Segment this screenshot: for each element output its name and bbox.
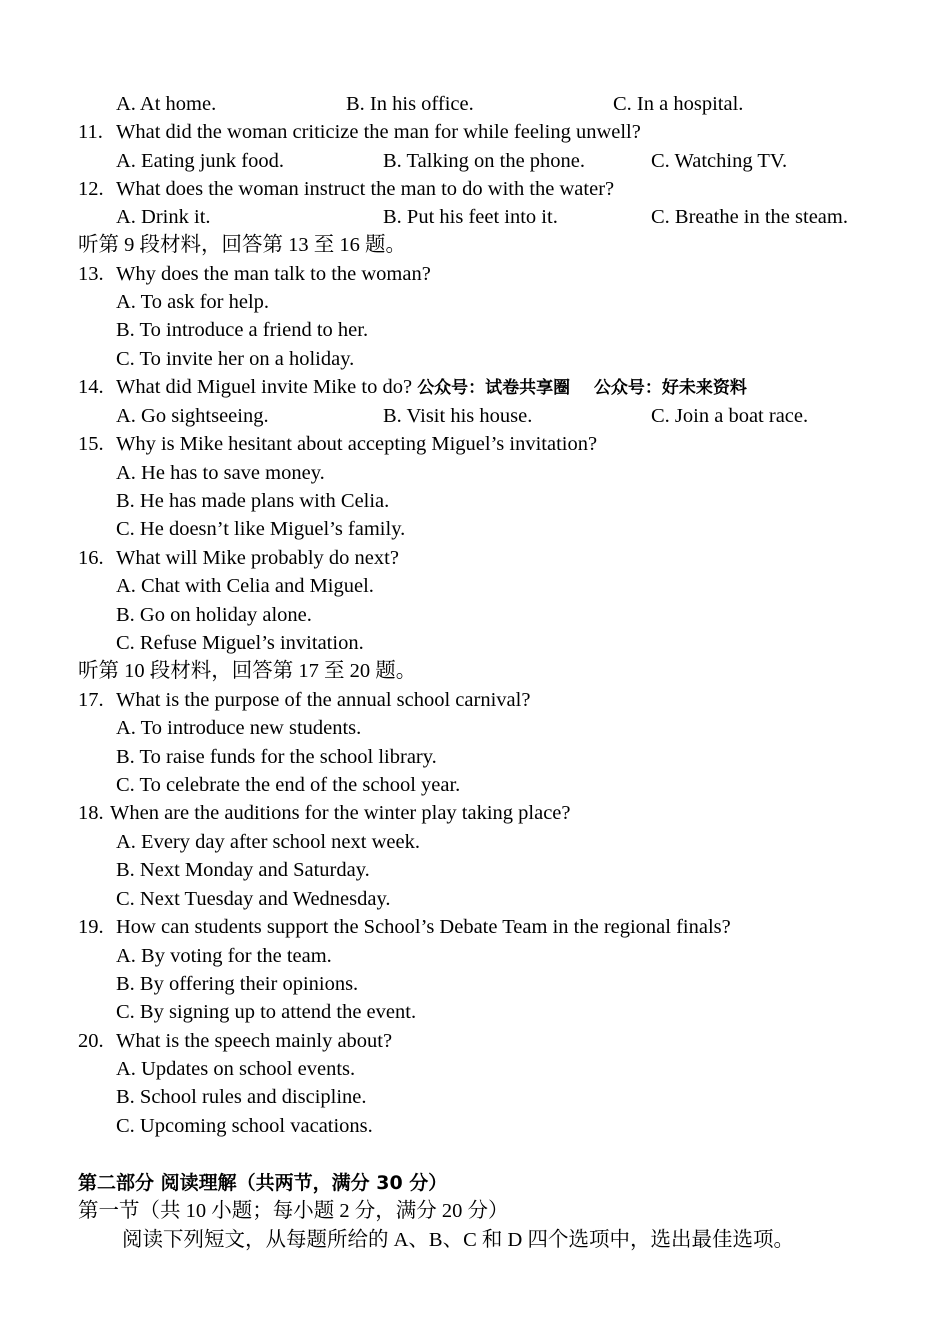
question-text: What did the woman criticize the man for while feeling unwell? [116,121,641,143]
q12-option-c: C. Breathe in the steam. [651,206,848,228]
q17-option-b: B. To raise funds for the school library. [116,746,437,768]
question-text: Why is Mike hesitant about accepting Miguel’s invitation? [116,433,598,455]
q15-option-b: B. He has made plans with Celia. [116,490,390,512]
question-text: What is the speech mainly about? [116,1030,393,1052]
question-17 [78,686,530,714]
q13-option-c: C. To invite her on a holiday. [116,348,355,370]
question-text: What will Mike probably do next? [116,547,399,569]
q10-option-c: C. In a hospital. [613,93,744,115]
q18-option-c: C. Next Tuesday and Wednesday. [116,888,391,910]
question-15 [78,430,597,458]
question-number: 18. [78,802,104,824]
question-14 [78,373,747,401]
watermark-text: 公众号：试卷共享圈 公众号：好未来资料 [417,378,747,398]
q19-option-b: B. By offering their opinions. [116,973,359,995]
q19-option-c: C. By signing up to attend the event. [116,1001,417,1023]
question-11 [78,118,641,146]
question-text: What is the purpose of the annual school carnival? [116,689,531,711]
q10-option-b: B. In his office. [346,93,474,115]
question-number: 11. [78,121,103,143]
question-18 [78,799,571,827]
q16-option-b: B. Go on holiday alone. [116,604,312,626]
q11-option-c: C. Watching TV. [651,150,788,172]
question-text: Why does the man talk to the woman? [116,263,431,285]
question-number: 17. [78,689,104,711]
section-9-instruction: 听第 9 段材料，回答第 13 至 16 题。 [78,234,406,256]
q13-option-a: A. To ask for help. [116,291,270,313]
q19-option-a: A. By voting for the team. [116,945,332,967]
question-text: How can students support the School’s Debate Team in the regional finals? [116,916,731,938]
section-10-instruction: 听第 10 段材料，回答第 17 至 20 题。 [78,660,417,682]
question-19 [78,913,731,941]
question-number: 19. [78,916,104,938]
question-12 [78,175,614,203]
q12-option-a: A. Drink it. [116,206,211,228]
q17-option-c: C. To celebrate the end of the school year. [116,774,461,796]
question-number: 13. [78,263,104,285]
q20-option-c: C. Upcoming school vacations. [116,1115,373,1137]
q15-option-a: A. He has to save money. [116,462,325,484]
question-20 [78,1027,392,1055]
question-number: 12. [78,178,104,200]
question-number: 16. [78,547,104,569]
q20-option-b: B. School rules and discipline. [116,1086,367,1108]
q16-option-c: C. Refuse Miguel’s invitation. [116,632,364,654]
q15-option-c: C. He doesn’t like Miguel’s family. [116,518,406,540]
question-text: When are the auditions for the winter play taking place? [110,802,571,824]
q10-option-a: A. At home. [116,93,217,115]
q11-option-a: A. Eating junk food. [116,150,284,172]
question-13 [78,260,431,288]
q14-option-a: A. Go sightseeing. [116,405,269,427]
q12-option-b: B. Put his feet into it. [383,206,558,228]
part-2-section-1-heading: 第一节（共 10 小题；每小题 2 分，满分 20 分） [78,1200,509,1222]
q16-option-a: A. Chat with Celia and Miguel. [116,575,374,597]
q13-option-b: B. To introduce a friend to her. [116,319,369,341]
question-number: 20. [78,1030,104,1052]
question-16 [78,544,399,572]
q14-option-b: B. Visit his house. [383,405,533,427]
question-text: What did Miguel invite Mike to do? [116,376,413,398]
q17-option-a: A. To introduce new students. [116,717,362,739]
q18-option-b: B. Next Monday and Saturday. [116,859,370,881]
part-2-instruction: 阅读下列短文，从每题所给的 A、B、C 和 D 四个选项中，选出最佳选项。 [122,1229,794,1251]
part-2-heading: 第二部分 阅读理解（共两节，满分 30 分） [78,1172,448,1194]
q18-option-a: A. Every day after school next week. [116,831,420,853]
q20-option-a: A. Updates on school events. [116,1058,356,1080]
q11-option-b: B. Talking on the phone. [383,150,586,172]
question-text: What does the woman instruct the man to do with the water? [116,178,615,200]
question-number: 15. [78,433,104,455]
question-number: 14. [78,376,104,398]
q14-option-c: C. Join a boat race. [651,405,809,427]
